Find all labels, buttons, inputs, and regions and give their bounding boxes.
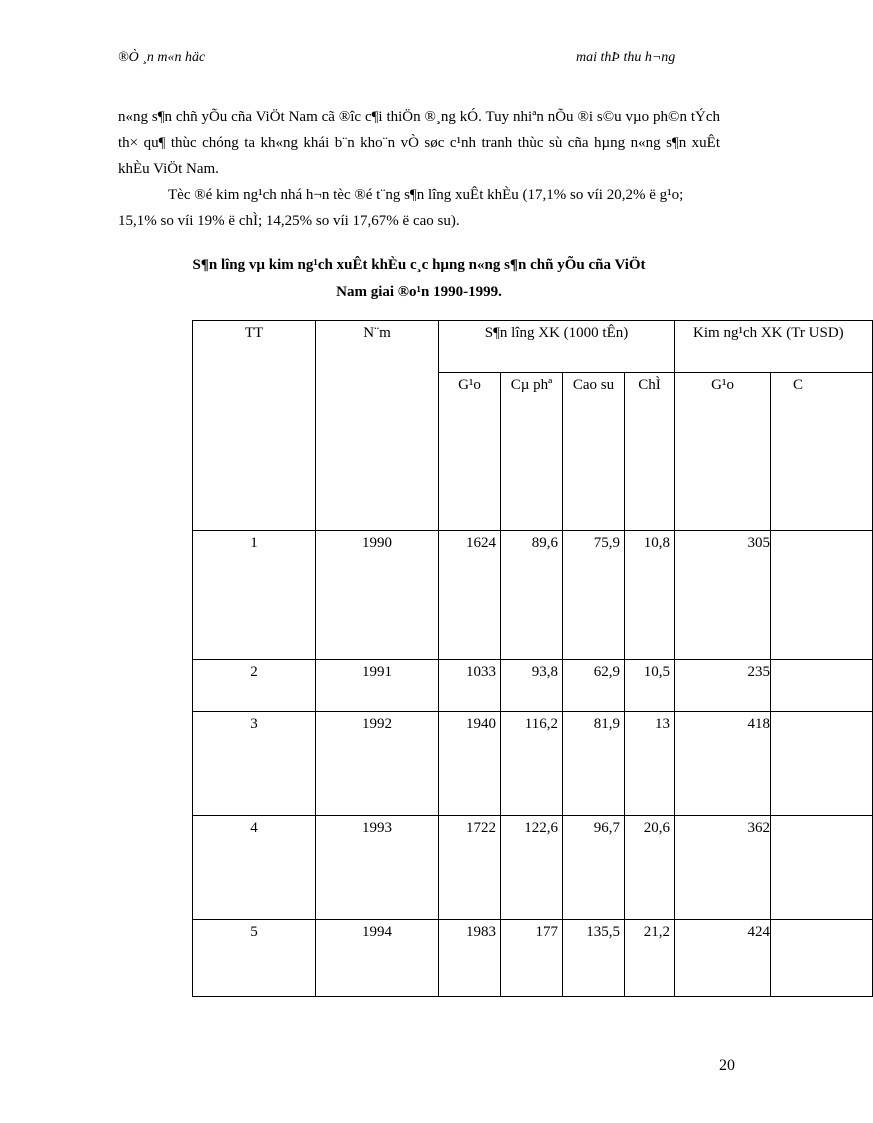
header-san-luong: S¶n lîng XK (1000 tÊn) — [439, 321, 675, 373]
cell-kn-partial — [771, 920, 873, 997]
page-number: 20 — [719, 1057, 735, 1074]
cell-tt: 5 — [193, 920, 316, 997]
cell-kn-gao: 424 — [675, 920, 771, 997]
header-left: ®Ò ¸n m«n häc — [118, 50, 206, 65]
table-row — [193, 712, 873, 816]
cell-caosu: 62,9 — [563, 660, 625, 712]
cell-che: 21,2 — [625, 920, 675, 997]
cell-nam: 1990 — [316, 531, 439, 660]
cell-gao: 1940 — [439, 712, 501, 816]
cell-kn-gao: 235 — [675, 660, 771, 712]
table-row — [193, 816, 873, 920]
cell-caosu: 96,7 — [563, 816, 625, 920]
paragraph-2 — [118, 182, 720, 234]
subheader-gao: G¹o — [439, 373, 501, 531]
header-right: mai thÞ thu h¬ng — [576, 50, 676, 65]
subheader-partial: C — [771, 373, 873, 531]
cell-gao: 1722 — [439, 816, 501, 920]
cell-caosu: 75,9 — [563, 531, 625, 660]
cell-che: 13 — [625, 712, 675, 816]
cell-kn-gao: 305 — [675, 531, 771, 660]
subheader-caphe: Cµ phª — [501, 373, 563, 531]
cell-nam: 1993 — [316, 816, 439, 920]
cell-gao: 1033 — [439, 660, 501, 712]
table-row — [193, 531, 873, 660]
cell-kn-partial — [771, 816, 873, 920]
subheader-caosu: Cao su — [563, 373, 625, 531]
table-row — [193, 920, 873, 997]
table-title-line-2: Nam giai ®o¹n 1990-1999. — [336, 284, 502, 300]
table-row — [193, 660, 873, 712]
cell-caphe: 177 — [501, 920, 563, 997]
cell-kn-gao: 418 — [675, 712, 771, 816]
cell-caphe: 89,6 — [501, 531, 563, 660]
cell-kn-partial — [771, 660, 873, 712]
cell-tt: 4 — [193, 816, 316, 920]
cell-kn-partial — [771, 531, 873, 660]
cell-caphe: 122,6 — [501, 816, 563, 920]
cell-gao: 1983 — [439, 920, 501, 997]
table-title-line-1: S¶n lîng vµ kim ng¹ch xuÊt khÈu c¸c hµng n«ng s¶n chñ yÕu cña ViÖt — [192, 257, 646, 273]
cell-che: 20,6 — [625, 816, 675, 920]
cell-gao: 1624 — [439, 531, 501, 660]
cell-che: 10,8 — [625, 531, 675, 660]
paragraph-1: n«ng s¶n chñ yÕu cña ViÖt Nam cã ®îc c¶i thiÖn ®¸ng kÓ. Tuy nhiªn nÕu ®i s©u vµo ph©n tÝch th× qu¶ thùc chóng ta kh«ng khái b¨n kho¨n vÒ søc c¹nh tranh thùc sù cña hµng n«ng s¶n xuÊt khÈu ViÖt Nam. — [118, 109, 720, 177]
cell-caphe: 93,8 — [501, 660, 563, 712]
cell-kn-gao: 362 — [675, 816, 771, 920]
export-table — [192, 320, 873, 997]
header-tt: TT — [193, 321, 316, 531]
cell-tt: 3 — [193, 712, 316, 816]
cell-caosu: 81,9 — [563, 712, 625, 816]
subheader-che: ChÌ — [625, 373, 675, 531]
cell-nam: 1994 — [316, 920, 439, 997]
cell-nam: 1992 — [316, 712, 439, 816]
paragraph-2-text: Tèc ®é kim ng¹ch nhá h¬n tèc ®é t¨ng s¶n lîng xuÊt khÈu (17,1% so víi 20,2% ë g¹o; 15,1% so víi 19% ë chÌ; 14,25% so víi 17,67% ë cao su). — [118, 187, 684, 229]
cell-caphe: 116,2 — [501, 712, 563, 816]
subheader-gao-kn: G¹o — [675, 373, 771, 531]
cell-caosu: 135,5 — [563, 920, 625, 997]
cell-kn-partial — [771, 712, 873, 816]
cell-che: 10,5 — [625, 660, 675, 712]
cell-tt: 2 — [193, 660, 316, 712]
cell-tt: 1 — [193, 531, 316, 660]
header-kim-ngach: Kim ng¹ch XK (Tr USD) — [675, 321, 873, 373]
header-nam: N¨m — [316, 321, 439, 531]
cell-nam: 1991 — [316, 660, 439, 712]
header-row — [193, 321, 873, 373]
